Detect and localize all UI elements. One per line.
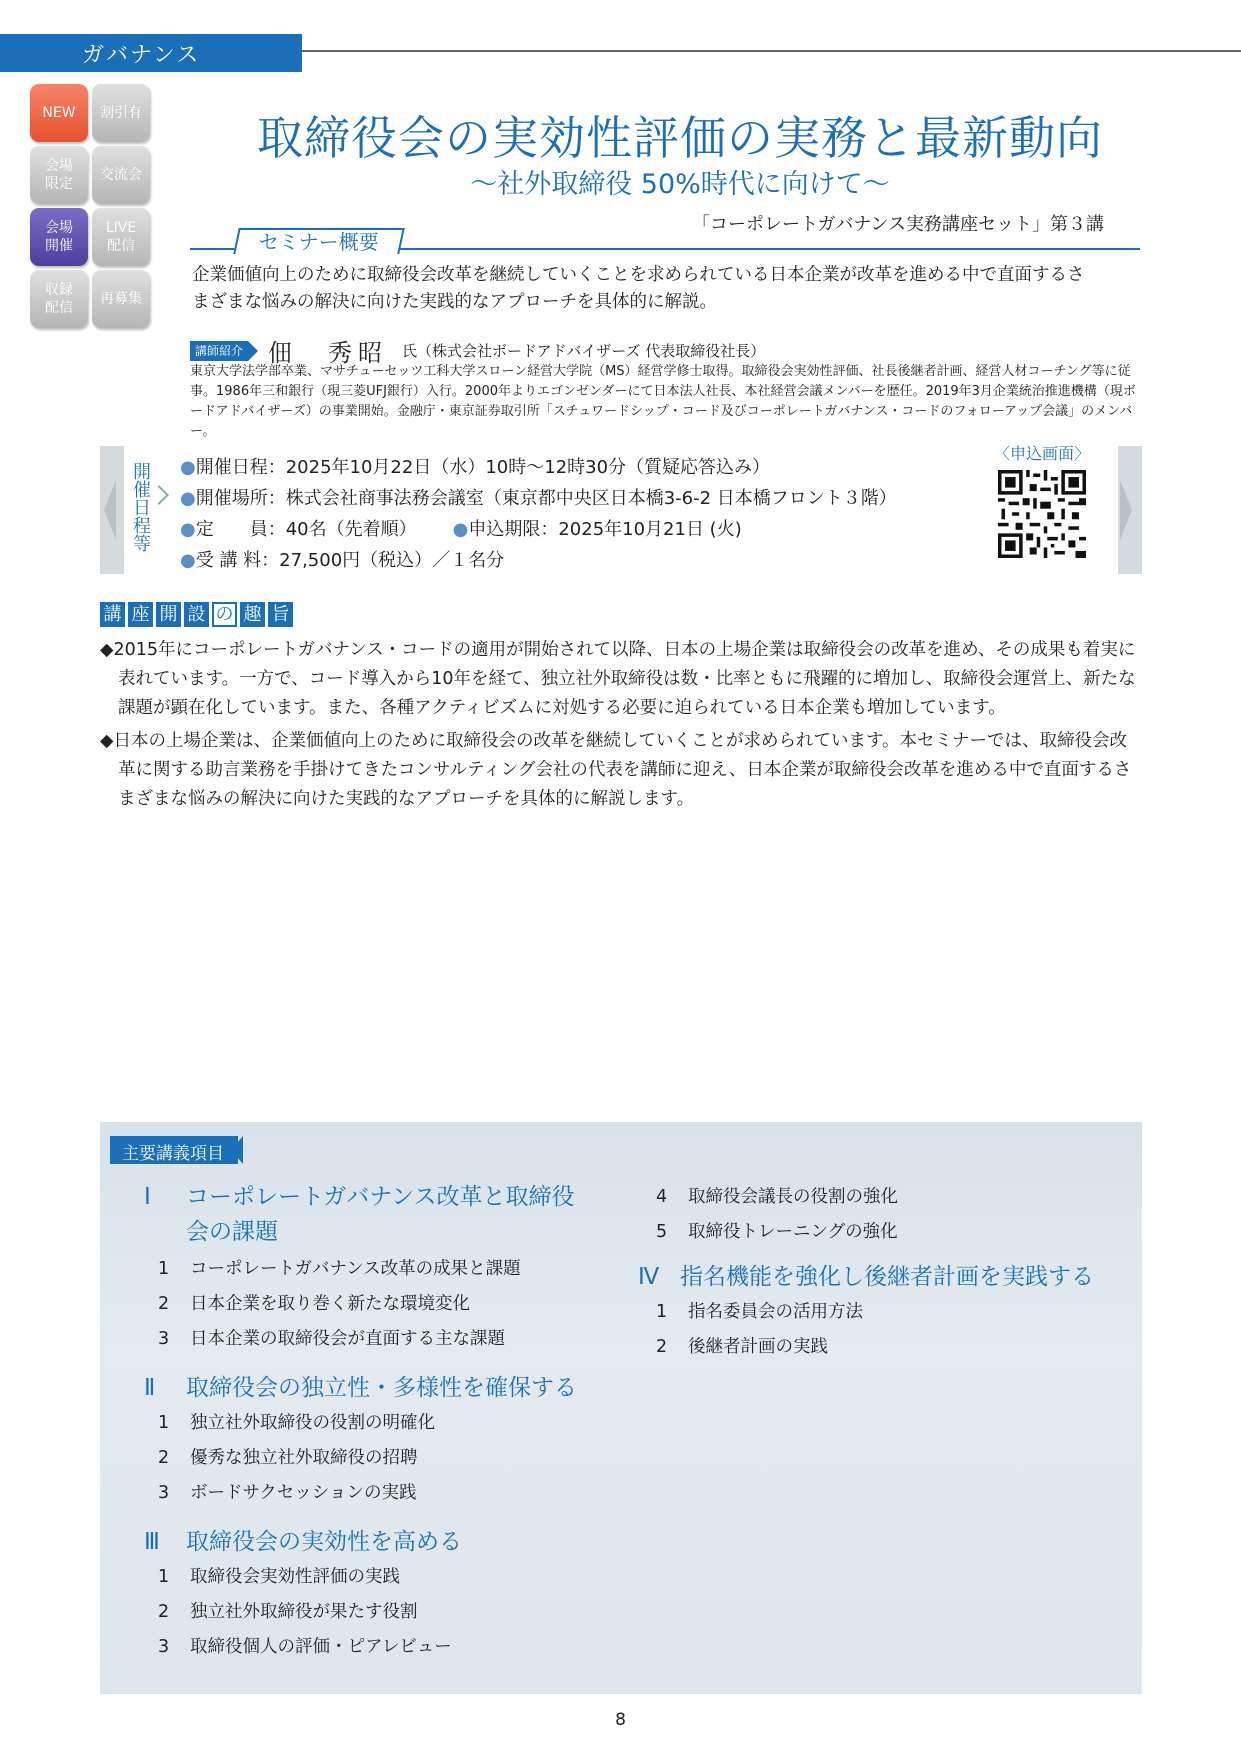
schedule-list	[180, 452, 897, 576]
curriculum-section	[638, 1260, 1122, 1295]
purpose-heading-char: 設	[184, 602, 209, 627]
purpose-heading-char: 趣	[240, 602, 265, 627]
series-label: 「コーポレートガバナンス実務講座セット」第３講	[691, 214, 1104, 235]
schedule-capacity: 定 員：40名（先着順）	[195, 519, 417, 540]
lecturer-tag: 講師紹介	[190, 341, 248, 361]
badge-live: LIVE 配信	[92, 208, 150, 266]
schedule-capacity-row	[180, 514, 897, 545]
purpose-paragraph: ◆日本の上場企業は、企業価値向上のために取締役会の改革を継続していくことが求められています。本セミナーでは、取締役会改革に関する助言業務を手掛けてきたコンサルティング会社の代表を講師に迎え、日本企業が取締役会改革を進める中で直面するさまざまな悩みの解決に向けた実践的なアプローチを具体的に解説します。	[100, 731, 1132, 809]
schedule-date-row	[180, 452, 897, 483]
section-number: Ⅳ	[638, 1264, 660, 1290]
curriculum-right-column	[638, 1180, 1122, 1365]
badge-venue-held: 会場 開催	[30, 208, 88, 266]
badge-venue-only: 会場 限定	[30, 146, 88, 204]
bullet-icon: ●	[180, 519, 196, 540]
curriculum-item: 3 取締役個人の評価・ピアレビュー	[158, 1637, 452, 1657]
tag-tip-icon	[231, 1136, 243, 1164]
bullet-icon: ●	[180, 550, 196, 571]
page-title: 取締役会の実効性評価の実務と最新動向	[257, 111, 1103, 165]
overview-text: 企業価値向上のために取締役会改革を継続していくことを求められている日本企業が改革を進める中で直面するさまざまな悩みの解決に向けた実践的なアプローチを具体的に解説。	[192, 265, 1085, 312]
section-title: 取締役会の実効性を高める	[186, 1529, 462, 1555]
lecturer-name: 佃 秀昭	[268, 339, 389, 367]
curriculum-section	[144, 1180, 594, 1250]
page-number: 8	[615, 1710, 626, 1730]
section-title: 指名機能を強化し後継者計画を実践する	[680, 1264, 1094, 1290]
schedule-deadline: 申込期限：2025年10月21日 (火)	[468, 519, 742, 540]
badge-recorded: 収録 配信	[30, 270, 88, 328]
curriculum-item: 3 日本企業の取締役会が直面する主な課題	[158, 1329, 505, 1349]
purpose-heading-char: 旨	[268, 602, 293, 627]
curriculum-item: 1 コーポレートガバナンス改革の成果と課題	[158, 1259, 521, 1279]
header-divider	[302, 50, 1241, 52]
schedule-fee-row	[180, 545, 897, 576]
bullet-icon: ●	[180, 457, 196, 478]
curriculum-item: 3 ボードサクセッションの実践	[158, 1483, 417, 1503]
curriculum-section	[144, 1525, 594, 1560]
curriculum-section	[144, 1371, 594, 1406]
schedule-date: 開催日程：2025年10月22日（水）10時～12時30分（質疑応答込み）	[195, 457, 771, 478]
curriculum-item: 1 指名委員会の活用方法	[656, 1302, 863, 1322]
page-subtitle: ～社外取締役 50%時代に向けて～	[470, 169, 890, 200]
curriculum-item: 2 後継者計画の実践	[656, 1337, 828, 1357]
curriculum-item: 1 取締役会実効性評価の実践	[158, 1567, 400, 1587]
curriculum-left-column	[144, 1180, 594, 1665]
badge-new: NEW	[30, 84, 88, 142]
purpose-heading	[100, 602, 293, 627]
curriculum-item: 2 日本企業を取り巻く新たな環境変化	[158, 1294, 470, 1314]
section-number: Ⅱ	[144, 1375, 156, 1401]
qr-code-icon[interactable]	[998, 470, 1086, 558]
schedule-label: 開催日程等	[130, 462, 151, 552]
curriculum-tag: 主要講義項目	[110, 1136, 238, 1164]
badge-rerecruit: 再募集	[92, 270, 150, 328]
overview-tab-label: セミナー概要	[258, 230, 379, 254]
chevron-left-icon	[104, 480, 116, 540]
overview-tab	[233, 228, 405, 254]
section-number: Ⅰ	[144, 1184, 151, 1210]
bullet-icon: ●	[180, 488, 196, 509]
purpose-heading-char: 講	[100, 602, 125, 627]
purpose-heading-char: 開	[156, 602, 181, 627]
badge-discount: 割引有	[92, 84, 150, 142]
curriculum-item: 4 取締役会議長の役割の強化	[656, 1187, 898, 1207]
curriculum-item: 2 独立社外取締役が果たす役割	[158, 1602, 418, 1622]
chevron-right-icon	[149, 485, 169, 505]
curriculum-item: 2 優秀な独立社外取締役の招聘	[158, 1448, 418, 1468]
chevron-right-icon	[1120, 480, 1132, 540]
purpose-paragraph: ◆2015年にコーポレートガバナンス・コードの適用が開始されて以降、日本の上場企業は取締役会の改革を進め、その成果も着実に表れています。一方で、コード導入から10年を経て、独立社外取締役は数・比率ともに飛躍的に増加し、取締役会運営上、新たな課題が顕在化しています。また、各種アクティビズムに対処する必要に迫られている日本企業も増加しています。	[100, 640, 1136, 718]
schedule-venue-row	[180, 483, 897, 514]
arrow-right-icon	[248, 341, 258, 361]
schedule-venue: 開催場所：株式会社商事法務会議室（東京都中央区日本橋3-6-2 日本橋フロント３階）	[195, 488, 897, 509]
qr-label: 〈申込画面〉	[994, 444, 1091, 463]
bullet-icon: ●	[452, 519, 469, 540]
purpose-body	[100, 636, 1142, 818]
purpose-heading-char: の	[212, 602, 237, 627]
section-title: コーポレートガバナンス改革と取締役会の課題	[186, 1184, 575, 1245]
category-tab: ガバナンス	[0, 34, 302, 72]
purpose-heading-char: 座	[128, 602, 153, 627]
curriculum-item: 1 独立社外取締役の役割の明確化	[158, 1413, 435, 1433]
curriculum-item: 5 取締役トレーニングの強化	[656, 1222, 898, 1242]
curriculum-panel	[100, 1122, 1142, 1694]
lecturer-bio: 東京大学法学部卒業、マサチューセッツ工科大学スローン経営大学院（MS）経営学修士取得。取締役会実効性評価、社長後継者計画、経営人材コーチング等に従事。1986年三和銀行（現三菱UFJ銀行）入行。2000年よりエゴンゼンダーにて日本法人社長、本社経営会議メンバーを歴任。2019年3月企業統治推進機構（現ボードアドバイザーズ）の事業開始。金融庁・東京証券取引所「スチュワードシップ・コード及びコーポレートガバナンス・コードのフォローアップ会議」のメンバー。	[190, 364, 1136, 439]
schedule-fee: 受 講 料：27,500円（税込）／１名分	[195, 550, 505, 571]
section-title: 取締役会の独立性・多様性を確保する	[186, 1375, 577, 1401]
lecturer-affiliation: 氏（株式会社ボードアドバイザーズ 代表取締役社長）	[402, 342, 766, 360]
section-number: Ⅲ	[144, 1529, 160, 1555]
badge-networking: 交流会	[92, 146, 150, 204]
